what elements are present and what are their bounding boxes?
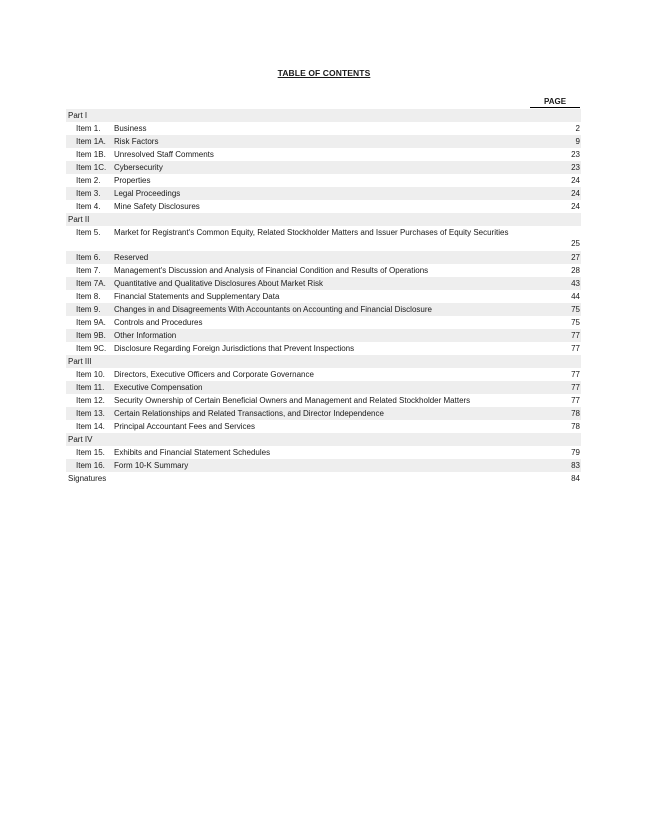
- item-number: Item 7.: [76, 266, 101, 275]
- item-title-link[interactable]: Management's Discussion and Analysis of Financial Condition and Results of Operations: [114, 266, 429, 275]
- page-number: 43: [571, 279, 580, 288]
- item-number: Item 13.: [76, 409, 105, 418]
- toc-row[interactable]: [66, 187, 581, 200]
- item-title-link[interactable]: Principal Accountant Fees and Services: [114, 422, 255, 431]
- toc-part-heading[interactable]: [66, 109, 581, 122]
- page-number: 77: [571, 396, 580, 405]
- item-number: Item 9C.: [76, 344, 107, 353]
- page-number: 84: [571, 474, 580, 483]
- page-number: 27: [571, 253, 580, 262]
- item-number: Item 14.: [76, 422, 105, 431]
- item-title-link[interactable]: Security Ownership of Certain Beneficial Owners and Management and Related Stockholder Matters: [114, 396, 471, 405]
- item-title-link[interactable]: Properties: [114, 176, 151, 185]
- item-number: Item 5.: [76, 228, 101, 237]
- item-number: Item 3.: [76, 189, 101, 198]
- item-number: Item 1C.: [76, 163, 107, 172]
- toc-row[interactable]: [66, 135, 581, 148]
- item-title-link[interactable]: Controls and Procedures: [114, 318, 203, 327]
- toc-row[interactable]: [66, 264, 581, 277]
- toc-row[interactable]: [66, 368, 581, 381]
- item-number: Item 16.: [76, 461, 105, 470]
- toc-row[interactable]: [66, 329, 581, 342]
- item-number: Item 6.: [76, 253, 101, 262]
- toc-row[interactable]: [66, 148, 581, 161]
- toc-row[interactable]: [66, 342, 581, 355]
- toc-row[interactable]: [66, 226, 581, 251]
- toc-row-signatures[interactable]: [66, 472, 581, 485]
- page-number: 83: [571, 461, 580, 470]
- page-number: 79: [571, 448, 580, 457]
- toc-row[interactable]: [66, 174, 581, 187]
- toc-row[interactable]: [66, 303, 581, 316]
- page-title: TABLE OF CONTENTS: [277, 68, 371, 78]
- item-title-link[interactable]: Cybersecurity: [114, 163, 163, 172]
- page-number: 44: [571, 292, 580, 301]
- item-number: Item 9A.: [76, 318, 106, 327]
- item-title-link[interactable]: Reserved: [114, 253, 149, 262]
- item-title-link[interactable]: Legal Proceedings: [114, 189, 181, 198]
- part-label: Part II: [68, 215, 90, 224]
- item-title-link[interactable]: Mine Safety Disclosures: [114, 202, 200, 211]
- page-number: 77: [571, 383, 580, 392]
- toc-row[interactable]: [66, 381, 581, 394]
- toc-row[interactable]: [66, 394, 581, 407]
- part-label: Part I: [68, 111, 88, 120]
- item-number: Item 4.: [76, 202, 101, 211]
- item-number: Item 1.: [76, 124, 101, 133]
- item-number: Item 1B.: [76, 150, 106, 159]
- item-title-link[interactable]: Executive Compensation: [114, 383, 203, 392]
- item-title-link[interactable]: Financial Statements and Supplementary Data: [114, 292, 280, 301]
- toc-part-heading[interactable]: [66, 213, 581, 226]
- toc-row[interactable]: [66, 200, 581, 213]
- item-title-link[interactable]: Business: [114, 124, 147, 133]
- page-number: 23: [571, 150, 580, 159]
- item-title-link[interactable]: Directors, Executive Officers and Corporate Governance: [114, 370, 314, 379]
- page-number: 23: [571, 163, 580, 172]
- item-number: Item 12.: [76, 396, 105, 405]
- item-title-link[interactable]: Unresolved Staff Comments: [114, 150, 214, 159]
- toc-row[interactable]: [66, 459, 581, 472]
- item-number: Item 8.: [76, 292, 101, 301]
- page-number: 78: [571, 409, 580, 418]
- toc-row[interactable]: [66, 290, 581, 303]
- part-label: Part IV: [68, 435, 93, 444]
- page-number: 2: [575, 124, 580, 133]
- item-title-link[interactable]: Market for Registrant's Common Equity, Related Stockholder Matters and Issuer Purchases of Equity Securities: [114, 227, 509, 237]
- page-number: 24: [571, 176, 580, 185]
- item-number: Item 10.: [76, 370, 105, 379]
- page-number: 78: [571, 422, 580, 431]
- toc-row[interactable]: [66, 407, 581, 420]
- page-number: 24: [571, 202, 580, 211]
- item-title-link[interactable]: Disclosure Regarding Foreign Jurisdictions that Prevent Inspections: [114, 344, 355, 353]
- item-title-link[interactable]: Form 10-K Summary: [114, 461, 189, 470]
- item-number: Item 1A.: [76, 137, 106, 146]
- toc-part-heading[interactable]: [66, 355, 581, 368]
- page-number: 75: [571, 305, 580, 314]
- toc-row[interactable]: [66, 251, 581, 264]
- page-number: 77: [571, 344, 580, 353]
- page-number: 77: [571, 370, 580, 379]
- toc-row[interactable]: [66, 446, 581, 459]
- toc-row[interactable]: [66, 122, 581, 135]
- toc-row[interactable]: [66, 277, 581, 290]
- item-number: Item 9B.: [76, 331, 106, 340]
- item-number: Item 7A.: [76, 279, 106, 288]
- toc-row[interactable]: [66, 161, 581, 174]
- page-number: 28: [571, 266, 580, 275]
- item-number: Item 9.: [76, 305, 101, 314]
- item-title-link[interactable]: Quantitative and Qualitative Disclosures About Market Risk: [114, 279, 323, 288]
- item-title-link[interactable]: Risk Factors: [114, 137, 159, 146]
- page-number: 25: [571, 239, 580, 248]
- page-number: 9: [575, 137, 580, 146]
- table-of-contents: [66, 109, 581, 485]
- item-title-link[interactable]: Other Information: [114, 331, 177, 340]
- page-number: 75: [571, 318, 580, 327]
- part-label: Part III: [68, 357, 92, 366]
- item-title-link[interactable]: Changes in and Disagreements With Accountants on Accounting and Financial Disclosure: [114, 305, 432, 314]
- page-number: 24: [571, 189, 580, 198]
- item-number: Item 2.: [76, 176, 101, 185]
- page-column-header: PAGE: [530, 97, 580, 108]
- page-number: 77: [571, 331, 580, 340]
- item-number: Item 11.: [76, 383, 105, 392]
- signatures-label: Signatures: [68, 474, 107, 483]
- item-title-link[interactable]: Certain Relationships and Related Transactions, and Director Independence: [114, 409, 384, 418]
- toc-part-heading[interactable]: [66, 433, 581, 446]
- item-number: Item 15.: [76, 448, 105, 457]
- toc-row[interactable]: [66, 316, 581, 329]
- toc-row[interactable]: [66, 420, 581, 433]
- item-title-link[interactable]: Exhibits and Financial Statement Schedules: [114, 448, 271, 457]
